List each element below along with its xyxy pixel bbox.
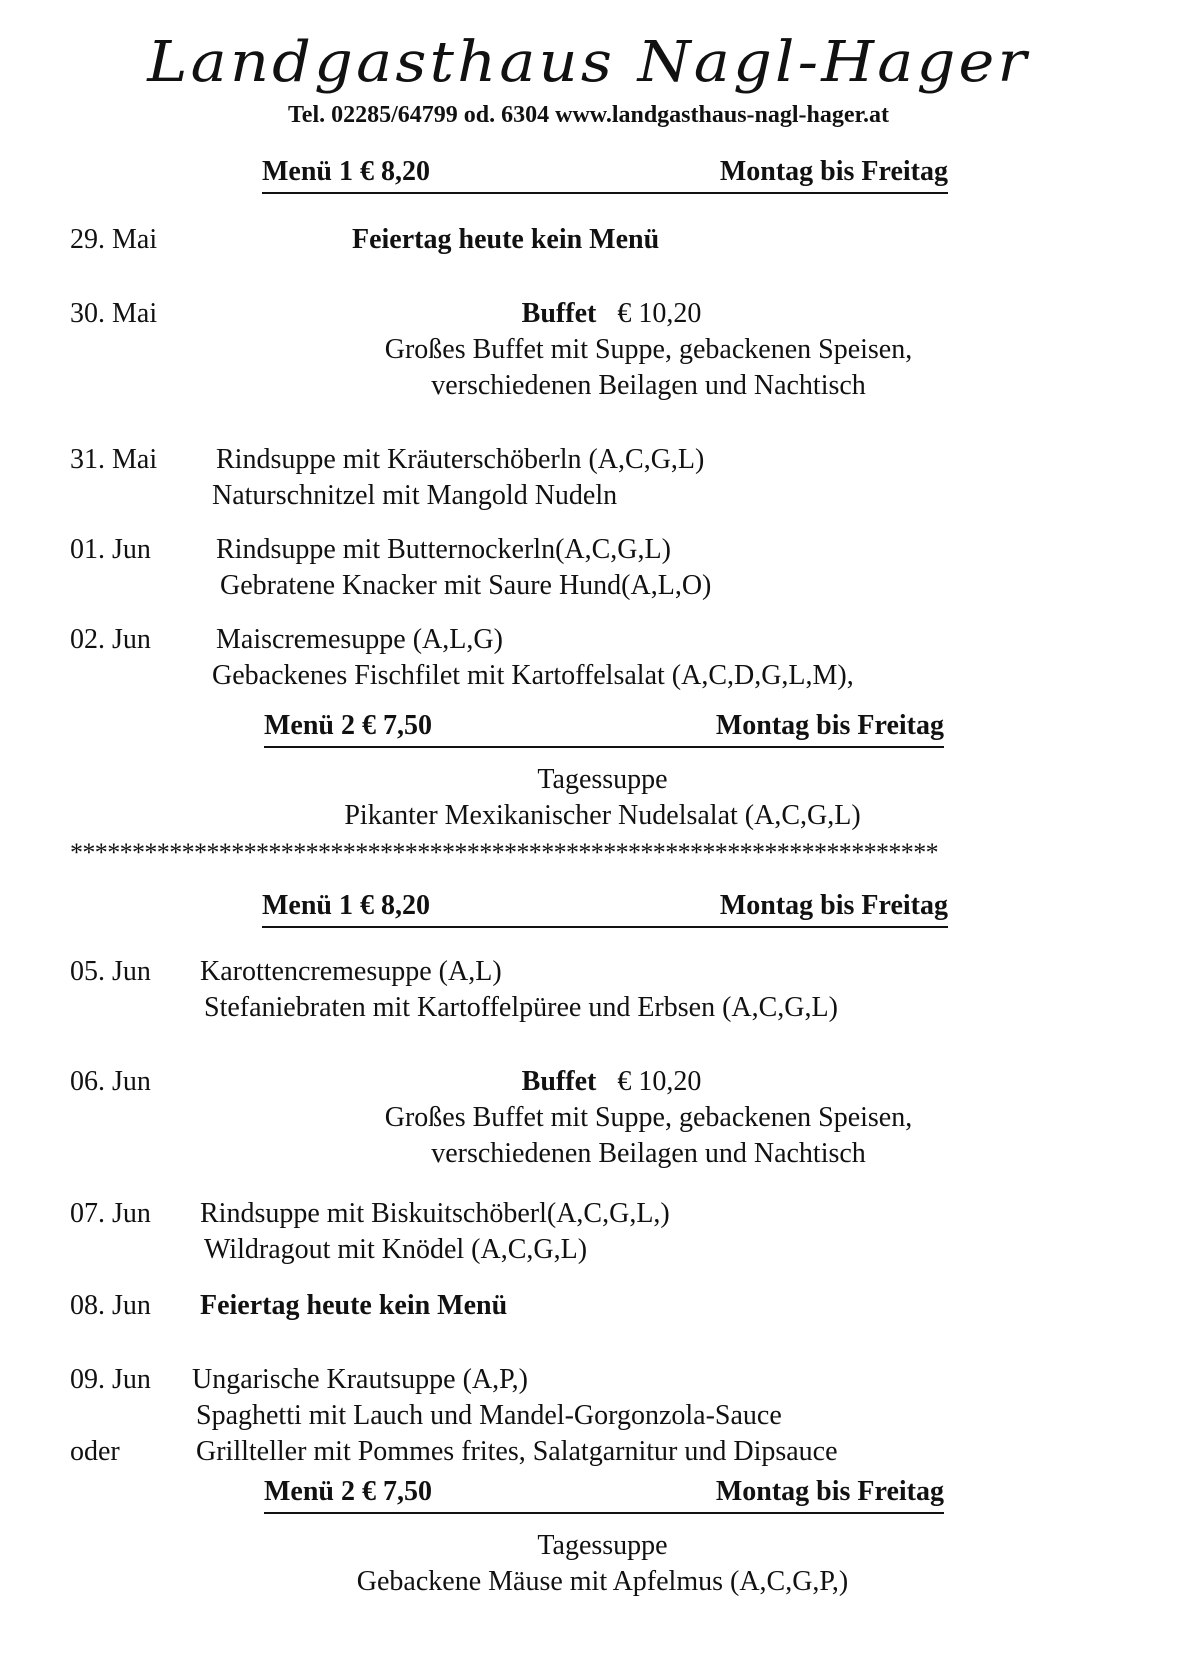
buffet-desc-2: verschiedenen Beilagen und Nachtisch [431,1138,866,1169]
date-08-jun: 08. Jun [70,1290,151,1321]
buffet-desc-2: verschiedenen Beilagen und Nachtisch [431,370,866,401]
date-05-jun: 05. Jun [70,956,151,987]
menu2-label: Menü 2 € 7,50 [264,710,432,741]
holiday-note: Feiertag heute kein Menü [352,224,660,255]
buffet-label: Buffet [521,298,597,329]
date-07-jun: 07. Jun [70,1198,151,1229]
soup-31-mai: Rindsuppe mit Kräuterschöberln (A,C,G,L) [216,444,705,475]
main-05-jun: Stefaniebraten mit Kartoffelpüree und Erbsen (A,C,G,L) [204,992,838,1023]
date-01-jun: 01. Jun [70,534,151,565]
menu2-soup-week2: Tagessuppe [537,1530,668,1561]
alt-main-09-jun: Grillteller mit Pommes frites, Salatgarnitur und Dipsauce [196,1436,838,1467]
main-07-jun: Wildragout mit Knödel (A,C,G,L) [204,1234,588,1265]
menu1-heading-week2 [262,886,948,928]
soup-07-jun: Rindsuppe mit Biskuitschöberl(A,C,G,L,) [200,1198,670,1229]
holiday-note: Feiertag heute kein Menü [200,1290,508,1321]
main-09-jun: Spaghetti mit Lauch und Mandel-Gorgonzola-Sauce [196,1400,782,1431]
date-30-mai: 30. Mai [70,298,158,329]
soup-01-jun: Rindsuppe mit Butternockerln(A,C,G,L) [216,534,671,565]
menu2-label: Menü 2 € 7,50 [264,1476,432,1507]
menu1-label: Menü 1 € 8,20 [262,890,430,921]
menu1-days: Montag bis Freitag [719,156,948,187]
menu2-days: Montag bis Freitag [715,1476,944,1507]
menu1-label: Menü 1 € 8,20 [262,156,430,187]
menu2-heading-week1 [264,706,944,748]
buffet-label: Buffet [521,1066,597,1097]
soup-05-jun: Karottencremesuppe (A,L) [200,956,502,987]
buffet-line [0,296,1177,332]
menu2-main-week2: Gebackene Mäuse mit Apfelmus (A,C,G,P,) [356,1566,849,1597]
menu1-heading-week1 [262,152,948,194]
main-01-jun: Gebratene Knacker mit Saure Hund(A,L,O) [220,570,712,601]
date-31-mai: 31. Mai [70,444,158,475]
buffet-desc-1: Großes Buffet mit Suppe, gebackenen Speisen, [384,1102,913,1133]
menu2-heading-week2 [264,1472,944,1514]
main-02-jun: Gebackenes Fischfilet mit Kartoffelsalat (A,C,D,G,L,M), [212,660,854,691]
date-06-jun: 06. Jun [70,1066,151,1097]
oder-label: oder [70,1436,120,1467]
contact-line: Tel. 02285/64799 od. 6304 www.landgasthaus-nagl-hager.at [288,102,889,128]
menu2-main-week1: Pikanter Mexikanischer Nudelsalat (A,C,G,L) [344,800,861,831]
menu2-soup-week1: Tagessuppe [537,764,668,795]
buffet-price: € 10,20 [617,298,702,329]
menu2-days: Montag bis Freitag [715,710,944,741]
buffet-line [0,1064,1177,1100]
buffet-price: € 10,20 [617,1066,702,1097]
soup-09-jun: Ungarische Krautsuppe (A,P,) [192,1364,528,1395]
main-31-mai: Naturschnitzel mit Mangold Nudeln [212,480,618,511]
asterisk-separator: ********************************************************************** [70,838,939,867]
date-29-mai: 29. Mai [70,224,158,255]
soup-02-jun: Maiscremesuppe (A,L,G) [216,624,503,655]
restaurant-title: Landgasthaus Nagl-Hager [147,30,1030,95]
date-02-jun: 02. Jun [70,624,151,655]
date-09-jun: 09. Jun [70,1364,151,1395]
buffet-desc-1: Großes Buffet mit Suppe, gebackenen Speisen, [384,334,913,365]
menu1-days: Montag bis Freitag [719,890,948,921]
